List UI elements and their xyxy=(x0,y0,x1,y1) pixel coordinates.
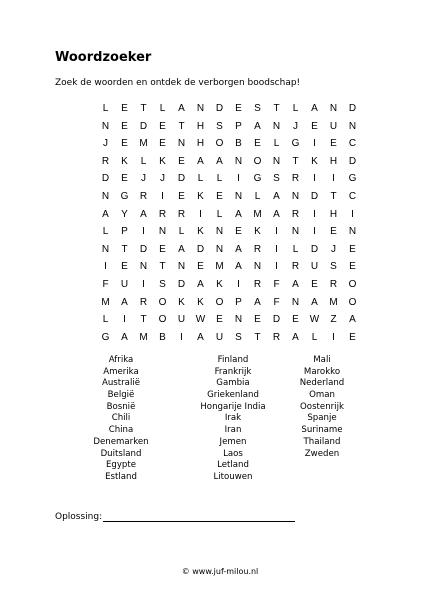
grid-letter: A xyxy=(235,243,242,255)
grid-letter: D xyxy=(139,243,148,255)
grid-letter: O xyxy=(215,138,224,150)
word-item: Egypte xyxy=(105,460,137,471)
grid-letter: A xyxy=(273,208,280,220)
grid-letter: D xyxy=(310,243,319,255)
grid-letter: E xyxy=(349,331,356,343)
grid-letter: W xyxy=(195,314,206,326)
word-item: Letland xyxy=(217,460,249,471)
grid-letter: N xyxy=(253,261,262,273)
grid-letter: I xyxy=(104,261,107,273)
grid-letter: P xyxy=(235,296,242,308)
grid-letter: R xyxy=(139,190,148,202)
grid-letter: M xyxy=(253,208,262,220)
grid-letter: E xyxy=(235,226,242,238)
grid-letter: U xyxy=(329,120,338,132)
grid-letter: G xyxy=(291,138,300,150)
grid-letter: U xyxy=(310,261,319,273)
word-item: Litouwen xyxy=(213,471,253,482)
grid-letter: N xyxy=(291,296,300,308)
grid-letter: R xyxy=(158,208,167,220)
grid-letter: K xyxy=(311,155,318,167)
grid-letter: M xyxy=(101,296,110,308)
grid-letter: S xyxy=(216,120,223,132)
grid-letter: M xyxy=(139,138,148,150)
grid-letter: E xyxy=(349,261,356,273)
grid-letter: R xyxy=(253,243,262,255)
grid-letter: R xyxy=(329,278,338,290)
grid-letter: G xyxy=(348,173,357,185)
grid-letter: N xyxy=(234,314,243,326)
grid-letter: A xyxy=(273,190,280,202)
grid-letter: A xyxy=(216,155,223,167)
word-item: China xyxy=(108,425,134,436)
word-item: Irak xyxy=(224,413,242,424)
grid-letter: H xyxy=(196,120,205,132)
word-item: Oostenrijk xyxy=(300,401,344,412)
word-item: Zweden xyxy=(304,448,340,459)
grid-letter: A xyxy=(292,331,299,343)
grid-letter: U xyxy=(215,331,224,343)
grid-letter: C xyxy=(348,138,357,150)
grid-letter: A xyxy=(140,208,147,220)
grid-letter: I xyxy=(161,190,164,202)
grid-letter: A xyxy=(311,296,318,308)
grid-letter: E xyxy=(216,314,223,326)
grid-letter: M xyxy=(139,331,148,343)
instruction-text: Zoek de woorden en ontdek de verborgen boodschap! xyxy=(55,78,301,88)
grid-letter: E xyxy=(311,278,318,290)
page-title: Woordzoeker xyxy=(55,50,152,65)
word-item: Spanje xyxy=(307,413,337,424)
grid-letter: S xyxy=(254,103,261,114)
grid-letter: I xyxy=(351,208,354,220)
grid-letter: A xyxy=(197,278,204,290)
grid-letter: K xyxy=(216,278,223,290)
grid-letter: S xyxy=(330,261,337,273)
letter-grid xyxy=(96,100,362,346)
grid-letter: E xyxy=(311,120,318,132)
grid-letter: K xyxy=(197,190,204,202)
grid-letter: L xyxy=(102,103,109,114)
word-item: Mali xyxy=(313,355,331,365)
grid-letter: U xyxy=(120,278,129,290)
grid-letter: R xyxy=(139,296,148,308)
grid-letter: L xyxy=(292,243,299,255)
grid-letter: O xyxy=(253,155,262,167)
solution-answer-line[interactable] xyxy=(103,512,295,522)
grid-letter: K xyxy=(121,155,128,167)
word-item: Chili xyxy=(111,413,131,424)
grid-letter: R xyxy=(291,173,300,185)
grid-letter: E xyxy=(159,120,166,132)
grid-letter: K xyxy=(254,226,261,238)
word-item: Frankrijk xyxy=(214,366,252,377)
grid-letter: I xyxy=(313,226,316,238)
grid-letter: L xyxy=(216,173,223,185)
grid-letter: A xyxy=(102,208,109,220)
grid-letter: I xyxy=(313,138,316,150)
grid-letter: A xyxy=(178,103,185,114)
grid-letter: A xyxy=(311,103,318,114)
grid-letter: A xyxy=(349,314,356,326)
grid-letter: N xyxy=(329,103,338,114)
word-item: Marokko xyxy=(303,366,341,377)
word-item: Iran xyxy=(224,425,242,436)
grid-letter: N xyxy=(158,226,167,238)
grid-letter: D xyxy=(310,190,319,202)
grid-letter: L xyxy=(311,331,318,343)
grid-letter: N xyxy=(234,155,243,167)
solution-label: Oplossing: xyxy=(55,512,103,522)
grid-letter: P xyxy=(121,226,128,238)
word-item: Duitsland xyxy=(100,448,142,459)
word-item: Griekenland xyxy=(207,390,259,401)
grid-letter: E xyxy=(121,261,128,273)
grid-letter: N xyxy=(272,120,281,132)
word-item: België xyxy=(107,390,135,401)
grid-letter: E xyxy=(121,120,128,132)
grid-letter: I xyxy=(142,278,145,290)
grid-letter: D xyxy=(215,103,224,114)
word-item: Australië xyxy=(101,378,141,389)
grid-letter: N xyxy=(234,190,243,202)
grid-letter: D xyxy=(177,278,186,290)
grid-letter: L xyxy=(197,173,204,185)
grid-letter: I xyxy=(313,173,316,185)
grid-letter: K xyxy=(159,155,166,167)
grid-letter: J xyxy=(331,243,336,255)
word-item: Amerika xyxy=(103,366,139,377)
grid-letter: T xyxy=(254,331,261,343)
grid-letter: N xyxy=(177,261,186,273)
grid-letter: H xyxy=(329,208,338,220)
grid-letter: E xyxy=(349,243,356,255)
grid-letter: R xyxy=(177,208,186,220)
grid-letter: R xyxy=(101,155,110,167)
grid-letter: I xyxy=(237,278,240,290)
grid-letter: N xyxy=(177,138,186,150)
grid-letter: N xyxy=(101,243,110,255)
grid-letter: T xyxy=(178,120,185,132)
grid-letter: R xyxy=(291,261,300,273)
grid-letter: P xyxy=(235,120,242,132)
grid-letter: F xyxy=(273,296,280,308)
grid-letter: E xyxy=(121,103,128,114)
grid-letter: N xyxy=(348,120,357,132)
grid-letter: A xyxy=(292,278,299,290)
word-item: Laos xyxy=(223,448,243,459)
grid-letter: A xyxy=(254,296,261,308)
grid-letter: A xyxy=(121,331,128,343)
grid-letter: G xyxy=(101,331,110,343)
word-item: Suriname xyxy=(301,425,343,436)
grid-letter: I xyxy=(332,331,335,343)
grid-letter: E xyxy=(121,138,128,150)
grid-letter: H xyxy=(329,155,338,167)
grid-letter: Y xyxy=(121,208,128,220)
grid-letter: A xyxy=(254,120,261,132)
grid-letter: T xyxy=(159,261,166,273)
grid-letter: S xyxy=(159,278,166,290)
grid-letter: I xyxy=(180,331,183,343)
grid-letter: N xyxy=(291,190,300,202)
grid-letter: T xyxy=(121,243,128,255)
grid-letter: L xyxy=(216,208,223,220)
grid-letter: T xyxy=(292,155,299,167)
word-column-1 xyxy=(83,355,159,484)
word-item: Oman xyxy=(309,390,335,401)
grid-letter: N xyxy=(291,226,300,238)
grid-letter: J xyxy=(141,173,146,185)
word-item: Thailand xyxy=(303,436,341,447)
grid-letter: L xyxy=(159,103,166,114)
grid-letter: R xyxy=(291,208,300,220)
grid-letter: K xyxy=(197,226,204,238)
grid-letter: E xyxy=(254,138,261,150)
grid-letter: W xyxy=(309,314,320,326)
grid-letter: L xyxy=(102,226,109,238)
grid-letter: E xyxy=(216,190,223,202)
grid-letter: E xyxy=(159,243,166,255)
grid-letter: O xyxy=(158,296,167,308)
grid-letter: R xyxy=(272,331,281,343)
grid-letter: R xyxy=(253,278,262,290)
grid-letter: E xyxy=(121,173,128,185)
grid-letter: S xyxy=(235,331,242,343)
grid-letter: H xyxy=(196,138,205,150)
grid-letter: O xyxy=(348,278,357,290)
grid-letter: J xyxy=(160,173,165,185)
grid-letter: I xyxy=(275,261,278,273)
grid-letter: B xyxy=(159,331,166,343)
grid-letter: L xyxy=(273,138,280,150)
grid-letter: E xyxy=(292,314,299,326)
grid-letter: G xyxy=(253,173,262,185)
grid-letter: N xyxy=(196,103,205,114)
grid-letter: T xyxy=(140,103,147,114)
grid-letter: L xyxy=(102,314,109,326)
grid-letter: M xyxy=(329,296,338,308)
word-item: Bosnië xyxy=(106,401,136,412)
grid-letter: T xyxy=(330,190,337,202)
grid-letter: N xyxy=(101,120,110,132)
grid-letter: I xyxy=(123,314,126,326)
grid-letter: D xyxy=(139,120,148,132)
grid-letter: I xyxy=(199,208,202,220)
grid-letter: J xyxy=(103,138,108,150)
grid-letter: O xyxy=(215,296,224,308)
grid-letter: N xyxy=(272,155,281,167)
word-column-2 xyxy=(187,355,279,484)
grid-letter: O xyxy=(348,296,357,308)
copyright-footer: © www.juf-milou.nl xyxy=(181,567,259,576)
grid-letter: B xyxy=(235,138,242,150)
grid-letter: T xyxy=(140,314,147,326)
grid-letter: S xyxy=(273,173,280,185)
grid-letter: D xyxy=(348,103,357,114)
word-item: Estland xyxy=(105,471,137,482)
grid-letter: O xyxy=(158,314,167,326)
grid-letter: A xyxy=(197,331,204,343)
grid-letter: I xyxy=(313,208,316,220)
grid-letter: E xyxy=(178,155,185,167)
grid-letter: L xyxy=(178,226,185,238)
grid-letter: T xyxy=(273,103,280,114)
word-item: Denemarken xyxy=(93,436,149,447)
grid-letter: D xyxy=(348,155,357,167)
grid-letter: A xyxy=(178,243,185,255)
grid-letter: N xyxy=(215,243,224,255)
grid-letter: A xyxy=(235,208,242,220)
grid-letter: I xyxy=(332,173,335,185)
grid-letter: I xyxy=(142,226,145,238)
grid-letter: F xyxy=(273,278,280,290)
grid-letter: E xyxy=(330,226,337,238)
grid-letter: D xyxy=(196,243,205,255)
word-item: Nederland xyxy=(299,378,345,389)
grid-letter: C xyxy=(348,190,357,202)
grid-letter: G xyxy=(120,190,129,202)
grid-letter: E xyxy=(159,138,166,150)
grid-letter: N xyxy=(139,261,148,273)
grid-letter: K xyxy=(197,296,204,308)
grid-letter: N xyxy=(348,226,357,238)
grid-letter: A xyxy=(235,261,242,273)
grid-letter: N xyxy=(101,190,110,202)
grid-letter: U xyxy=(177,314,186,326)
grid-letter: E xyxy=(197,261,204,273)
grid-letter: A xyxy=(121,296,128,308)
grid-letter: I xyxy=(237,173,240,185)
grid-letter: I xyxy=(275,226,278,238)
word-item: Hongarije India xyxy=(200,401,266,412)
word-item: Finland xyxy=(217,355,249,365)
word-item: Gambia xyxy=(216,378,250,389)
grid-letter: L xyxy=(254,190,261,202)
grid-letter: Z xyxy=(330,314,337,326)
grid-letter: D xyxy=(272,314,281,326)
grid-letter: K xyxy=(178,296,185,308)
word-item: Jemen xyxy=(219,436,247,447)
grid-letter: E xyxy=(254,314,261,326)
grid-letter: E xyxy=(178,190,185,202)
grid-letter: E xyxy=(235,103,242,114)
grid-letter: D xyxy=(101,173,110,185)
grid-letter: E xyxy=(330,138,337,150)
grid-letter: F xyxy=(102,278,109,290)
grid-letter: L xyxy=(140,155,147,167)
grid-letter: A xyxy=(197,155,204,167)
solution-row xyxy=(55,512,295,522)
grid-letter: J xyxy=(293,120,298,132)
grid-letter: I xyxy=(275,243,278,255)
word-item: Afrika xyxy=(108,355,134,365)
word-column-3 xyxy=(287,355,357,460)
grid-letter: M xyxy=(215,261,224,273)
grid-letter: N xyxy=(215,226,224,238)
grid-letter: L xyxy=(292,103,299,114)
grid-letter: D xyxy=(177,173,186,185)
